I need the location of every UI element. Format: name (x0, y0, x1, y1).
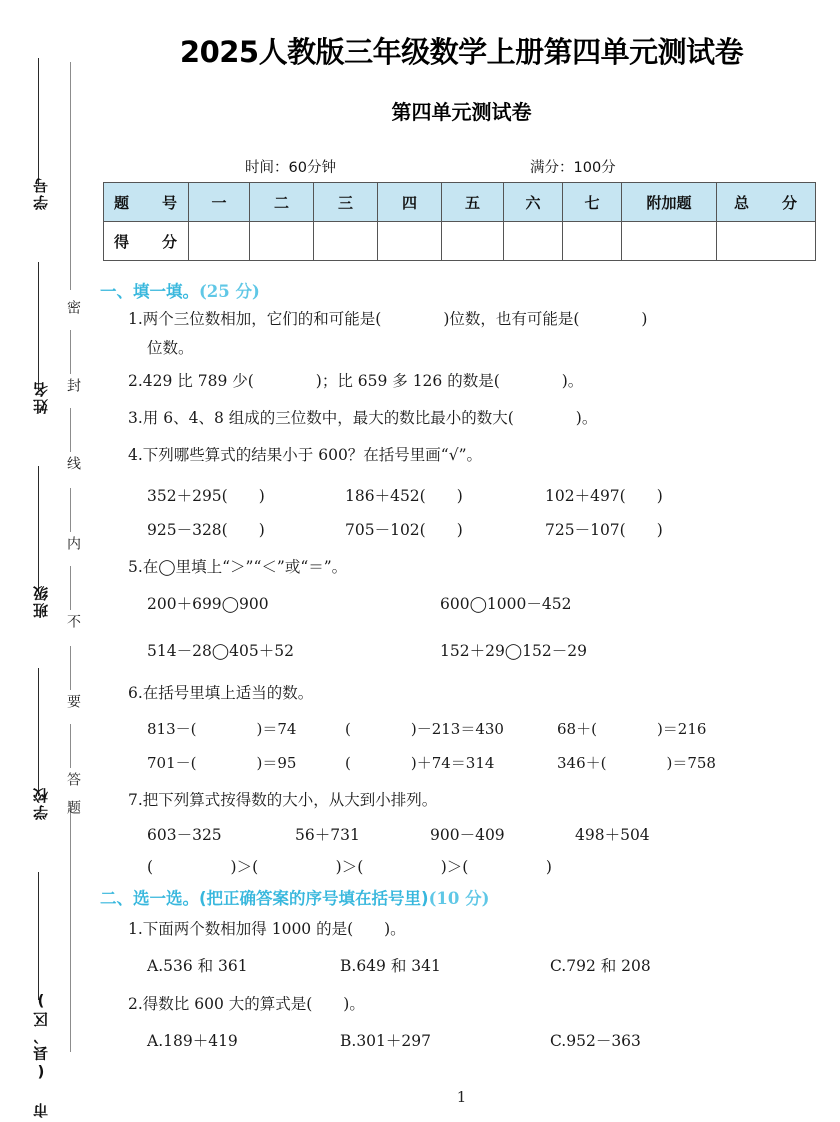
seal-line-seg-7 (70, 724, 71, 768)
margin-label-student-id: 学号 (32, 176, 50, 210)
score-cell-bonus[interactable] (622, 222, 717, 261)
question-7-row-2: ( )＞( )＞( )＞( ) (147, 858, 552, 876)
score-table-col-1: 一 (189, 183, 250, 222)
score-cell-7[interactable] (563, 222, 622, 261)
exam-fullscore-label: 满分：100分 (530, 160, 616, 176)
seal-char-xian: 线 (65, 456, 81, 470)
choice-q1-option-b[interactable]: B.649 和 341 (340, 957, 441, 975)
score-cell-1[interactable] (189, 222, 250, 261)
margin-rule-3 (38, 466, 39, 594)
score-cell-3[interactable] (314, 222, 378, 261)
question-5-expr-2: 600◯1000－452 (440, 595, 572, 613)
page-number: 1 (456, 1088, 467, 1106)
score-table-col-bonus: 附加题 (622, 183, 717, 222)
seal-char-feng: 封 (65, 378, 81, 392)
question-7-expr-1: 603－325 (147, 826, 222, 844)
question-7-expr-2: 56＋731 (295, 826, 360, 844)
question-5-expr-1: 200＋699◯900 (147, 595, 269, 613)
question-7-expr-4: 498＋504 (575, 826, 650, 844)
section-1-title: 一、填一填。 (100, 282, 199, 301)
score-table-col-5: 五 (442, 183, 504, 222)
choice-q1-option-c[interactable]: C.792 和 208 (550, 957, 651, 975)
page-title: 2025人教版三年级数学上册第四单元测试卷 (179, 35, 744, 69)
section-2-points: (10 分) (428, 889, 490, 908)
question-6-expr-5: ( )＋74＝314 (345, 754, 495, 772)
margin-rule-1 (38, 58, 39, 186)
margin-label-class: 班级 (32, 584, 50, 618)
question-4-expr-3: 102＋497( ) (545, 487, 663, 505)
score-table-col-7: 七 (563, 183, 622, 222)
question-1-line-2: 位数。 (147, 339, 194, 357)
score-table-col-total: 总 分 (717, 183, 816, 222)
margin-label-school: 学校 (32, 786, 50, 820)
margin-rule-4 (38, 668, 39, 796)
paper-content (95, 0, 840, 1122)
choice-q2-option-a[interactable]: A.189＋419 (147, 1032, 238, 1050)
score-table-row-label-2: 得 分 (104, 222, 189, 261)
seal-line-seg-6 (70, 646, 71, 690)
question-4-line-1: 4.下列哪些算式的结果小于 600？在括号里画“√”。 (128, 446, 483, 464)
table-row-scores (104, 222, 816, 261)
question-6-expr-4: 701－( )＝95 (147, 754, 297, 772)
choice-q1-option-a[interactable]: A.536 和 361 (147, 957, 248, 975)
score-table-col-4: 四 (378, 183, 442, 222)
margin-rule-2 (38, 262, 39, 390)
section-heading-1 (100, 278, 260, 302)
question-5-expr-3: 514－28◯405＋52 (147, 642, 294, 660)
question-5-line-1: 5.在◯里填上“＞”“＜”或“＝”。 (128, 558, 348, 576)
score-cell-4[interactable] (378, 222, 442, 261)
seal-line-seg-1 (70, 62, 71, 290)
question-6-expr-1: 813－( )＝74 (147, 720, 297, 738)
question-3-line-1: 3.用 6、4、8 组成的三位数中，最大的数比最小的数大( )。 (128, 409, 598, 427)
seal-char-nei: 内 (65, 536, 81, 550)
question-1-line-1: 1.两个三位数相加，它们的和可能是( )位数，也有可能是( ) (128, 310, 648, 328)
question-6-expr-3: 68＋( )＝216 (557, 720, 707, 738)
score-table-row-label-1: 题 号 (104, 183, 189, 222)
choice-q2-option-c[interactable]: C.952－363 (550, 1032, 641, 1050)
question-4-expr-1: 352＋295( ) (147, 487, 265, 505)
section-2-title: 二、选一选。(把正确答案的序号填在括号里) (100, 889, 429, 908)
seal-line-seg-5 (70, 566, 71, 610)
section-1-points: (25 分) (199, 282, 260, 301)
left-margin-band (0, 0, 95, 1122)
score-cell-total[interactable] (717, 222, 816, 261)
question-6-expr-2: ( )－213＝430 (345, 720, 504, 738)
question-4-expr-2: 186＋452( ) (345, 487, 463, 505)
seal-char-yao: 要 (65, 694, 81, 708)
question-5-expr-4: 152＋29◯152－29 (440, 642, 587, 660)
seal-char-mi: 密 (65, 300, 81, 314)
seal-line-seg-2 (70, 330, 71, 374)
question-4-expr-6: 725－107( ) (545, 521, 663, 539)
margin-label-city: 市 (县、区) (32, 990, 50, 1118)
seal-line-seg-4 (70, 488, 71, 532)
seal-char-bu: 不 (65, 614, 81, 628)
question-6-line-1: 6.在括号里填上适当的数。 (128, 684, 314, 702)
margin-rule-5 (38, 872, 39, 1000)
score-cell-6[interactable] (504, 222, 563, 261)
score-table (103, 182, 816, 261)
seal-char-ti: 题 (65, 800, 81, 814)
table-row-question-numbers (104, 183, 816, 222)
choice-question-1-line-1: 1.下面两个数相加得 1000 的是( )。 (128, 920, 406, 938)
score-table-col-3: 三 (314, 183, 378, 222)
margin-label-name: 姓名 (32, 380, 50, 414)
seal-line-seg-3 (70, 408, 71, 452)
question-4-expr-5: 705－102( ) (345, 521, 463, 539)
score-table-col-6: 六 (504, 183, 563, 222)
section-heading-2 (100, 885, 489, 909)
question-2-line-1: 2.429 比 789 少( )；比 659 多 126 的数是( )。 (128, 372, 584, 390)
seal-char-da: 答 (65, 772, 81, 786)
choice-q2-option-b[interactable]: B.301＋297 (340, 1032, 431, 1050)
question-7-line-1: 7.把下列算式按得数的大小，从大到小排列。 (128, 791, 438, 809)
exam-meta-row (105, 156, 795, 178)
score-cell-5[interactable] (442, 222, 504, 261)
seal-line-seg-8 (70, 802, 71, 1052)
exam-duration-label: 时间：60分钟 (245, 160, 336, 176)
question-7-expr-3: 900－409 (430, 826, 505, 844)
score-table-col-2: 二 (250, 183, 314, 222)
question-6-expr-6: 346＋( )＝758 (557, 754, 716, 772)
question-4-expr-4: 925－328( ) (147, 521, 265, 539)
page-subtitle: 第四单元测试卷 (391, 100, 532, 124)
choice-question-2-line-1: 2.得数比 600 大的算式是( )。 (128, 995, 365, 1013)
score-cell-2[interactable] (250, 222, 314, 261)
